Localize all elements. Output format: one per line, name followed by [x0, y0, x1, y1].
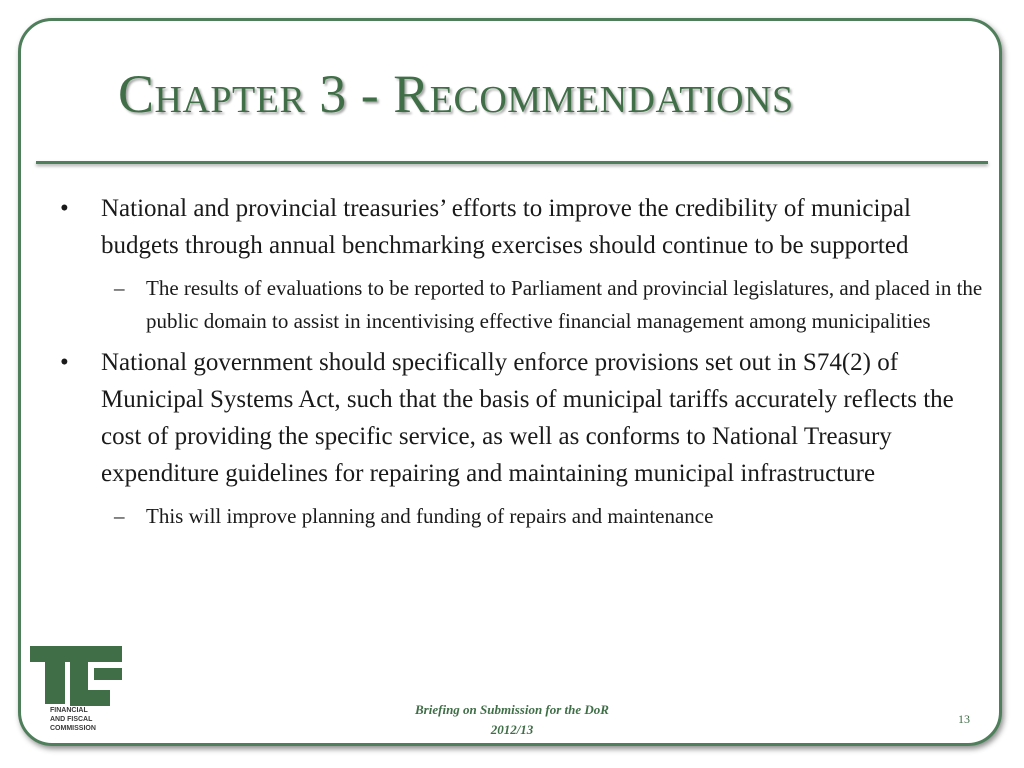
footer-line-1: Briefing on Submission for the DoR: [415, 702, 609, 717]
bullet-2: [60, 344, 990, 492]
footer-line-2: 2012/13: [490, 722, 534, 737]
sub-bullet-marker: –: [114, 276, 125, 300]
sub-bullet-2: [60, 500, 990, 533]
slide-content: [60, 190, 990, 539]
sub-bullet-1-text: The results of evaluations to be reported to Parliament and provincial legislatures, and placed in the public domain to assist in incentivising effective financial management among municipalities: [146, 276, 983, 333]
bullet-marker: •: [60, 195, 69, 222]
footer-caption: [370, 700, 654, 740]
page-number: 13: [958, 712, 970, 726]
bullet-1-text: National and provincial treasuries’ efforts to improve the credibility of municipal budgets through annual benchmarking exercises should continue to be supported: [101, 195, 911, 259]
bullet-marker: •: [60, 349, 69, 376]
slide-title: Chapter 3 - Recommendations: [118, 64, 794, 124]
sub-bullet-1: [60, 272, 990, 338]
bullet-2-text: National government should specifically enforce provisions set out in S74(2) of Municipal Systems Act, such that the basis of municipal tariffs accurately reflects the cost of providing the specific service, as well as conforms to National Treasury expenditure guidelines for repairing and maintaining municipal infrastructure: [101, 349, 954, 487]
logo-text: FINANCIAL AND FISCAL COMMISSION: [50, 707, 96, 732]
title-divider: [36, 161, 988, 164]
bullet-1: [60, 190, 990, 264]
sub-bullet-marker: –: [114, 504, 125, 528]
sub-bullet-2-text: This will improve planning and funding of repairs and maintenance: [146, 504, 714, 528]
